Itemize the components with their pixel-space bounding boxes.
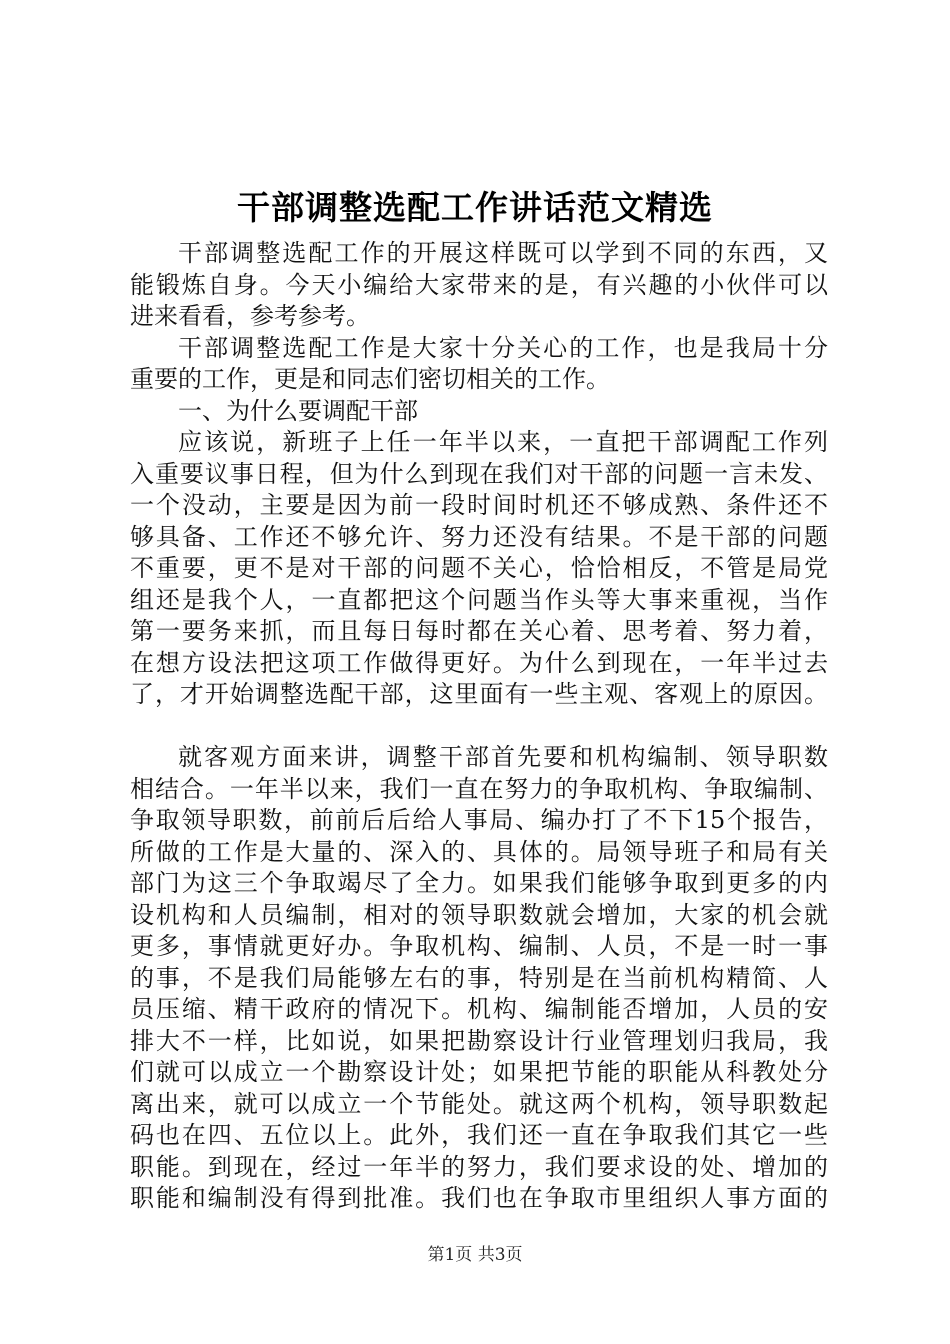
document-body — [130, 238, 828, 1215]
text-line: 的事，不是我们局能够左右的事，特别是在当前机构精简、人 — [130, 963, 828, 992]
text-line: 排大不一样，比如说，如果把勘察设计行业管理划归我局，我 — [130, 1026, 828, 1055]
text-line: 员压缩、精干政府的情况下。机构、编制能否增加，人员的安 — [130, 995, 828, 1023]
text-line: 够具备、工作还不够允许、努力还没有结果。不是干部的问题 — [130, 522, 828, 551]
text-line: 进来看看，参考参考。 — [130, 302, 370, 330]
text-line: 不重要，更不是对干部的问题不关心，恰恰相反，不管是局党 — [130, 554, 828, 582]
text-line: 在想方设法把这项工作做得更好。为什么到现在，一年半过去 — [130, 648, 828, 677]
text-line: 码也在四、五位以上。此外，我们还一直在争取我们其它一些 — [130, 1121, 828, 1149]
text-line: 职能和编制没有得到批准。我们也在争取市里组织人事方面的 — [130, 1184, 828, 1212]
text-line: 离出来，就可以成立一个节能处。就这两个机构，领导职数起 — [130, 1089, 828, 1118]
paragraph-spacer — [130, 711, 828, 743]
text-line: 们就可以成立一个勘察设计处；如果把节能的职能从科教处分 — [130, 1058, 828, 1086]
text-line: 入重要议事日程，但为什么到现在我们对干部的问题一言未发、 — [130, 459, 828, 488]
text-line: 更多，事情就更好办。争取机构、编制、人员，不是一时一事 — [130, 932, 828, 960]
text-line: 就客观方面来讲，调整干部首先要和机构编制、领导职数 — [178, 743, 828, 771]
section-heading: 一、为什么要调配干部 — [178, 396, 418, 425]
document-title: 干部调整选配工作讲话范文精选 — [237, 188, 713, 227]
text-line: 一个没动，主要是因为前一段时间时机还不够成熟、条件还不 — [130, 491, 828, 519]
text-line: 应该说，新班子上任一年半以来，一直把干部调配工作列 — [178, 428, 828, 456]
text-line: 组还是我个人，一直都把这个问题当作头等大事来重视，当作 — [130, 585, 828, 614]
text-line: 重要的工作，更是和同志们密切相关的工作。 — [130, 365, 610, 393]
text-line: 部门为这三个争取竭尽了全力。如果我们能够争取到更多的内 — [130, 869, 828, 897]
page-number-footer: 第1页 共3页 — [427, 1245, 523, 1265]
text-line: 相结合。一年半以来，我们一直在努力的争取机构、争取编制、 — [130, 774, 828, 803]
text-line: 第一要务来抓，而且每日每时都在关心着、思考着、努力着， — [130, 617, 828, 645]
text-line: 设机构和人员编制，相对的领导职数就会增加，大家的机会就 — [130, 900, 828, 929]
text-line: 干部调整选配工作的开展这样既可以学到不同的东西，又 — [178, 239, 828, 267]
text-line: 干部调整选配工作是大家十分关心的工作，也是我局十分 — [178, 333, 828, 362]
text-line: 能锻炼自身。今天小编给大家带来的是，有兴趣的小伙伴可以 — [130, 270, 828, 299]
text-line: 职能。到现在，经过一年半的努力，我们要求设的处、增加的 — [130, 1152, 828, 1181]
text-line: 了，才开始调整选配干部，这里面有一些主观、客观上的原因。 — [130, 680, 828, 708]
text-line: 争取领导职数，前前后后给人事局、编办打了不下15个报告， — [130, 806, 828, 834]
text-line: 所做的工作是大量的、深入的、具体的。局领导班子和局有关 — [130, 837, 828, 866]
